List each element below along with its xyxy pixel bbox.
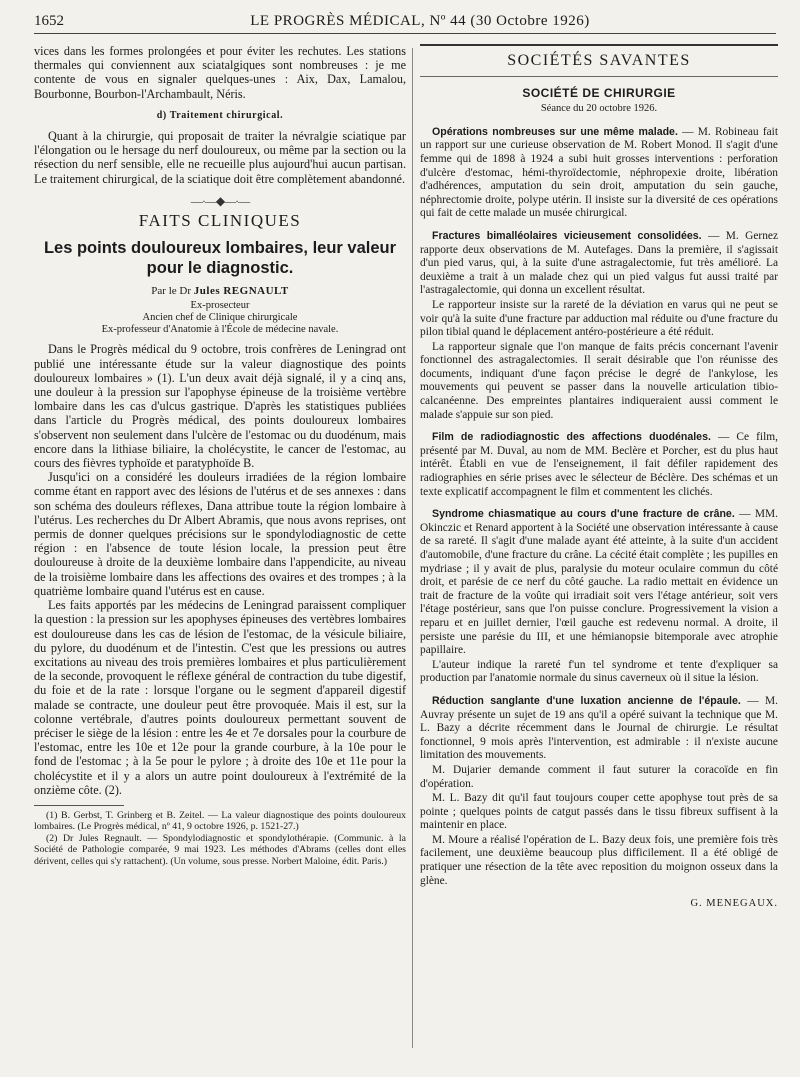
body-paragraph: Jusqu'ici on a considéré les douleurs irradiées de la région lombaire comme étant en rapport avec des lésions de l'utérus et de ses annexes : dans son schéma des douleurs réflexes, Dana attribue toute la région lombaire à l'utérus. Les recherches du Dr Albert Abramis, que nous avons reprises, ont permis de donner quelques précisions sur le spondylodiagnostic de cette région : en l'absence de toute lésion locale, la pression peut être douloureuse à droite de la deuxième lombaire dans l'appendicite, au niveau de la troisième lombaire dans les affections des ovaires et des trompes ; à la quatrième lombaire quand l'utérus est en cause. <box>34 470 406 598</box>
body-paragraph: Dans le Progrès médical du 9 octobre, trois confrères de Leningrad ont publié une intéressante étude sur la valeur diagnostique des points douloureux lombaires » (1). L'un deux avait déjà signalé, il y a cinq ans, une douleur à la pression sur l'apophyse épineuse de la troisième vertèbre lombaire dans les cas d'ulcus gastrique. D'après les statistiques publiées dans l'article du Progrès médical, des points douloureux lombaires s'observent non seulement dans l'ulcère de l'estomac ou du duodénum, mais encore dans la lithiase biliaire, la cholécystite, le cancer de l'estomac, au cours des fièvres typhoïde et paratyphoïde B. <box>34 342 406 471</box>
report-entry <box>420 508 778 686</box>
footnote: (2) Dr Jules Regnault. — Spondylodiagnostic et spondylothérapie. (Communic. à la Société de Pathologie comparée, 9 mai 1923. Les méthodes d'Abrams (celles dont elles dérivent, celles qui s'y rattachent). (Un volume, sous presse. Norbert Maloine, édit. Paris.) <box>34 832 406 867</box>
ornament-divider: —·—◆—·— <box>190 193 250 208</box>
report-entry <box>420 431 778 499</box>
author-name: Jules REGNAULT <box>193 285 289 298</box>
treatment-paragraph: Quant à la chirurgie, qui proposait de traiter la névralgie sciatique par l'élongation ou le hersage du nerf douloureux, ou même par la section ou la résection du nerf sensible, elle ne recueille plus aujourd'hui aucun partisan. Le traitement chirurgical, de la sciatique doit être complètement abandonné. <box>34 129 406 186</box>
intro-paragraph: vices dans les formes prolongées et pour éviter les rechutes. Les stations thermales qui conviennent aux sciatalgiques sont nombreuses : je me contente de vous en signaler quelques-unes : Aix, Dax, Lamalou, Bourbonne, Bourbon-l'Archambault, Néris. <box>34 44 406 101</box>
entry-text: — Ce film, présenté par M. Duval, au nom de MM. Beclère et Porcher, est du plus haut intérêt. Établi en vue de l'enseignement, il fait défiler rapidement des radiographies en série prises avec le sélecteur de Béclère. Des schémas et un texte explicatif accompagnent le film et commentent les clichés. <box>420 431 778 498</box>
footnote: (1) B. Gerbst, T. Grinberg et B. Zeitel. — La valeur diagnostique des points douloureux lombaires. (Le Progrès médical, nº 41, 9 octobre 1926, p. 1521-27.) <box>34 809 406 833</box>
running-header <box>34 10 776 34</box>
entry-text: — M. Gernez rapporte deux observations de M. Autefages. Dans la première, il s'agissait d'un pied varus, qui, à la suite d'une astragalectomie, fut très amélioré. La deuxième a trait à un malade chez qui un pied valgus fut aussi traité par l'astragalectomie, qui donna un excellent résultat. <box>420 229 778 297</box>
section-rule-bottom <box>420 76 778 77</box>
entry-text: — M. Auvray présente un sujet de 19 ans qu'il a opéré suivant la technique que M. L. Bazy a décrite récemment dans le Journal de chirurgie. Le résultat fonctionnel, 9 mois après l'intervention, est admirable : il n'existe aucune limitation des mouvements. <box>420 694 778 762</box>
section-title: FAITS CLINIQUES <box>138 211 302 231</box>
entry-text: M. Dujarier demande comment il faut suturer la coracoïde en fin d'opération. <box>420 763 778 790</box>
credential-line: Ex-professeur d'Anatomie à l'École de médecine navale. <box>101 324 339 336</box>
entry-text: — MM. Okinczic et Renard apportent à la Société une observation intéressante à cause de sa rareté. Il s'agit d'une malade ayant été atteinte, à la suite d'un accident d'automobile, d'une fracture du crâne. La cécité était complète ; les pupilles en mydriase ; il y avait de plus, paralysie du moteur oculaire commun du côté droit, et parésie de ce nerf du côté gauche. La radio mettait en évidence un trait de fracture de la voûte qui irradiait soit vers l'étage antérieur, soit vers l'étage postérieur, sans que l'on puisse conclure. Progressivement la vision a reparu et en juillet dernier, l'œil gauche est redevenu normal. A droite, il persiste une parésie du III, et une hémianopsie bitemporale avec atrophie papillaire. <box>420 508 778 657</box>
credential-line: Ex-prosecteur <box>190 300 250 312</box>
report-entry <box>420 230 778 422</box>
society-name: SOCIÉTÉ DE CHIRURGIE <box>522 85 676 100</box>
societes-title: SOCIÉTÉS SAVANTES <box>507 52 691 69</box>
entry-title: Réduction sanglante d'une luxation ancienne de l'épaule. <box>432 694 741 707</box>
right-column <box>420 44 778 1064</box>
entry-title: Syndrome chiasmatique au cours d'une fracture de crâne. <box>432 508 735 521</box>
report-entry <box>420 695 778 888</box>
entry-title: Film de radiodiagnostic des affections duodénales. <box>432 431 711 444</box>
entry-title: Opérations nombreuses sur une même malade. <box>432 125 678 138</box>
signature: G. MENEGAUX. <box>690 898 778 910</box>
entry-text: L'auteur indique la rareté f'un tel syndrome et tente d'expliquer sa production par l'anatomie normale du sinus caverneux où il situe la lésion. <box>420 658 778 685</box>
author-credentials <box>34 300 406 336</box>
byline <box>34 284 406 298</box>
entry-text: — M. Robineau fait un rapport sur une curieuse observation de M. Robert Monod. Il s'agit d'une femme qui de 1898 à 1924 a subi huit grosses interventions : perforation d'ulcère d'estomac, hémi-thyroïdectomie, néphropexie droite, libération d'adhérences, amputation du sein droit, amputation du sein gauche, néphrectomie droite, polype utérin. Il insiste sur la diversité de ces opérations qui fait de cette malade un musée chirurgical. <box>420 125 778 220</box>
report-entry <box>420 126 778 221</box>
entry-text: La rapporteur signale que l'on manque de faits précis concernant l'avenir fonctionnel des astragalectomies. Il serait désirable que l'on réunisse des documents, indiquant d'une façon précise le degré de l'ankylose, les mouvements qui peuvent se passer dans la nouvelle articulation tibio-calcanéenne. Des empreintes plantaires indiqueraient aussi comment le malade s'appuie sur son pied. <box>420 340 778 421</box>
body-paragraph: Les faits apportés par les médecins de Leningrad paraissent compliquer la question : la pression sur les apophyses épineuses des vertèbres lombaires est douloureuse dans les cas de lésion de l'estomac, de la vésicule biliaire, du pylore, du duodénum et de l'intestin. C'est que les pressions ou autres excitations au niveau des trois premières lombaires et plus particulièrement de la seconde, provoquent le réflexe général de contraction du tube digestif, du foie et de la rate : lorsque l'organe ou le segment d'appareil digestif malade se contracte, une douleur peut être provoquée. Mais il est, sur la colonne vertébrale, d'autres points douloureux permettant souvent de préciser le siège de la lésion : entre les 4e et 7e dorsales pour la courbure de l'estomac, entre les 10e et 12e pour la grande courbure, à la 10e pour le fond de l'estomac ; à la 5e pour le pylore ; à droite des 10e et 11e pour la cholécystite et il y a alors un autre point douloureux à l'extrémité de la onzième côte. (2). <box>34 598 406 797</box>
entry-text: Le rapporteur insiste sur la rareté de la déviation en varus qui ne peut se voir qu'à la suite d'une fracture par adduction mal réduite ou d'une fracture du pilon tibial quand le déplacement antéro-postérieure a été réduit. <box>420 298 778 339</box>
footnote-separator <box>34 805 124 806</box>
entry-text: M. L. Bazy dit qu'il faut toujours couper cette apophyse tout près de sa pointe ; quelques points de catgut passés dans le tissu fibreux suffisent à la maintenir en place. <box>420 792 778 832</box>
credential-line: Ancien chef de Clinique chirurgicale <box>142 312 298 324</box>
byline-prefix: Par le Dr <box>151 285 192 298</box>
seance-date: Séance du 20 octobre 1926. <box>540 103 658 115</box>
entry-text: M. Moure a réalisé l'opération de L. Bazy deux fois, une première fois très facilement, une deuxième beaucoup plus difficilement. Il a été obligé de pratiquer une résection de la tête avec reposition du moignon osseux dans la glène. <box>420 833 778 887</box>
treatment-heading: d) Traitement chirurgical. <box>156 109 284 121</box>
entry-title: Fractures bimalléolaires vicieusement consolidées. <box>432 229 702 242</box>
left-column <box>34 44 406 1064</box>
column-divider <box>412 48 413 1048</box>
journal-title: LE PROGRÈS MÉDICAL, Nº 44 (30 Octobre 1926) <box>250 13 590 29</box>
section-rule-top <box>420 44 778 46</box>
page-number: 1652 <box>34 13 64 29</box>
article-title: Les points douloureux lombaires, leur valeur pour le diagnostic. <box>43 239 397 278</box>
